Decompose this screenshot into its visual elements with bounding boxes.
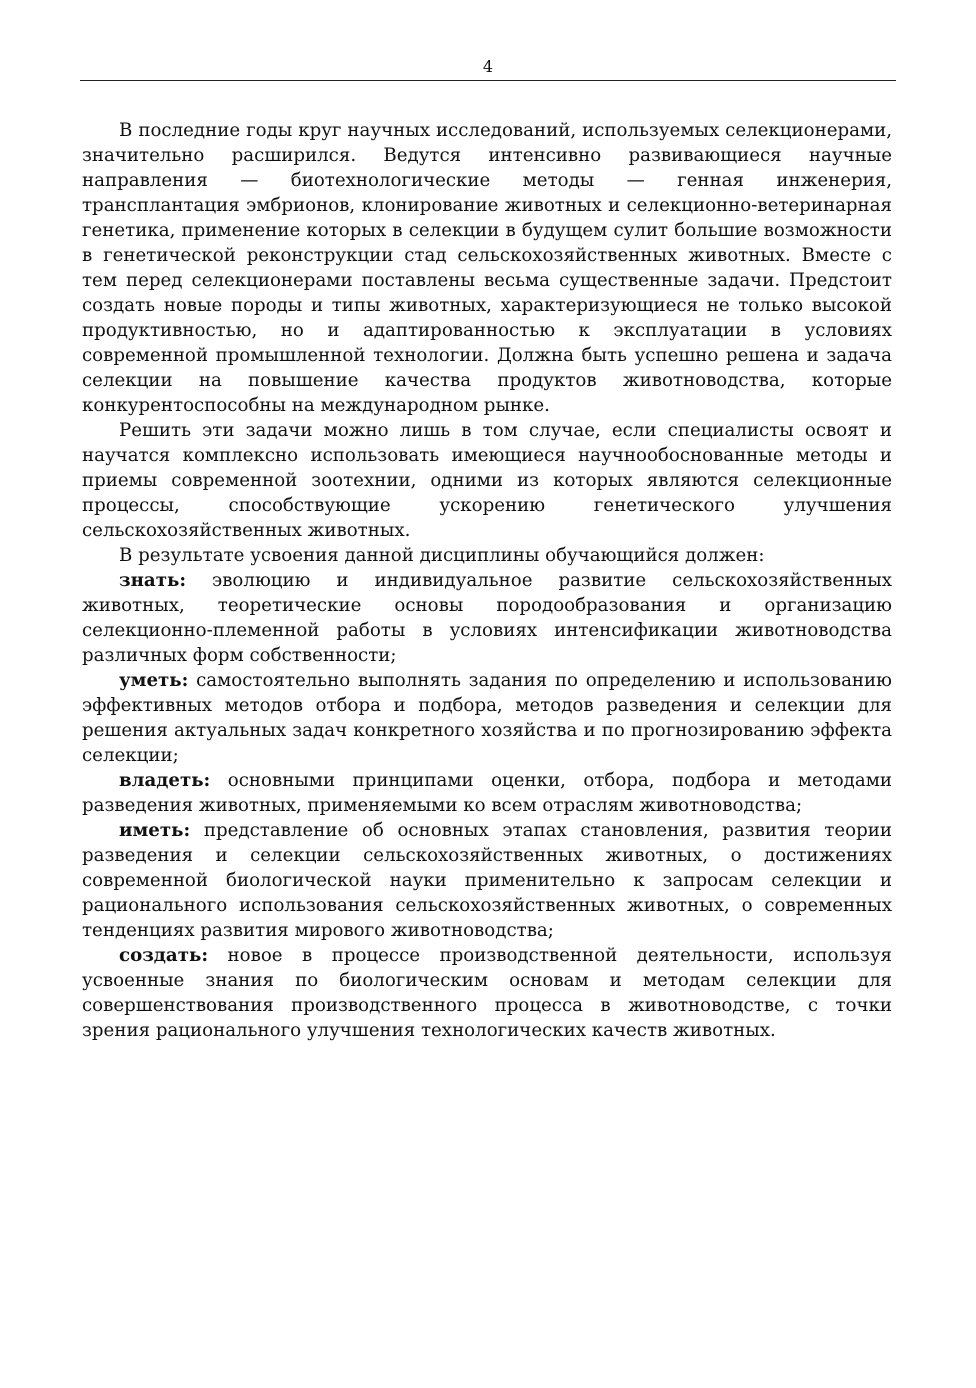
page-content	[82, 118, 892, 1043]
competency-term: знать:	[119, 570, 187, 591]
competency-term: создать:	[119, 945, 209, 966]
competency-know	[82, 568, 892, 668]
competency-be-able	[82, 668, 892, 768]
competency-text: новое в процессе производственной деятельности, используя усвоенные знания по биологическим основам и методам селекции для совершенствования производственного процесса в животноводстве, с точки зрения рационального улучшения технологических качеств животных.	[82, 945, 892, 1041]
competency-term: владеть:	[119, 770, 211, 791]
intro-paragraph: В последние годы круг научных исследований, используемых селекционерами, значительно расширился. Ведутся интенсивно развивающиеся научные направления — биотехнологические методы — генная инженерия, трансплантация эмбрионов, клонирование животных и селекционно-ветеринарная генетика, применение которых в селекции в будущем сулит большие возможности в генетической реконструкции стад сельскохозяйственных животных. Вместе с тем перед селекционерами поставлены весьма существенные задачи. Предстоит создать новые породы и типы животных, характеризующиеся не только высокой продуктивностью, но и адаптированностью к эксплуатации в условиях современной промышленной технологии. Должна быть успешно решена и задача селекции на повышение качества продуктов животноводства, которые конкурентоспособны на международном рынке.	[82, 120, 892, 416]
competency-have	[82, 818, 892, 943]
competency-text: эволюцию и индивидуальное развитие сельскохозяйственных животных, теоретические основы породообразования и организацию селекционно-племенной работы в условиях интенсификации животноводства различных форм собственности;	[82, 570, 892, 666]
competency-master	[82, 768, 892, 818]
competency-text: основными принципами оценки, отбора, подбора и методами разведения животных, применяемыми ко всем отраслям животноводства;	[82, 770, 892, 816]
competency-text: представление об основных этапах становления, развития теории разведения и селекции сельскохозяйственных животных, о достижениях современной биологической науки применительно к запросам селекции и рационального использования сельскохозяйственных животных, о современных тенденциях развития мирового животноводства;	[82, 820, 892, 941]
competency-create	[82, 943, 892, 1043]
competency-term: уметь:	[119, 670, 189, 691]
page-number: 4	[482, 57, 494, 76]
page-header	[80, 56, 896, 81]
tasks-paragraph: Решить эти задачи можно лишь в том случае, если специалисты освоят и научатся комплексно использовать имеющиеся научнообоснованные методы и приемы современной зоотехнии, одними из которых являются селекционные процессы, способствующие ускорению генетического улучшения сельскохозяйственных животных.	[82, 420, 892, 541]
competency-term: иметь:	[119, 820, 191, 841]
competency-text: самостоятельно выполнять задания по определению и использованию эффективных методов отбора и подбора, методов разведения и селекции для решения актуальных задач конкретного хозяйства и по прогнозированию эффекта селекции;	[82, 670, 892, 766]
outcomes-intro-paragraph: В результате усвоения данной дисциплины обучающийся должен:	[119, 545, 765, 566]
